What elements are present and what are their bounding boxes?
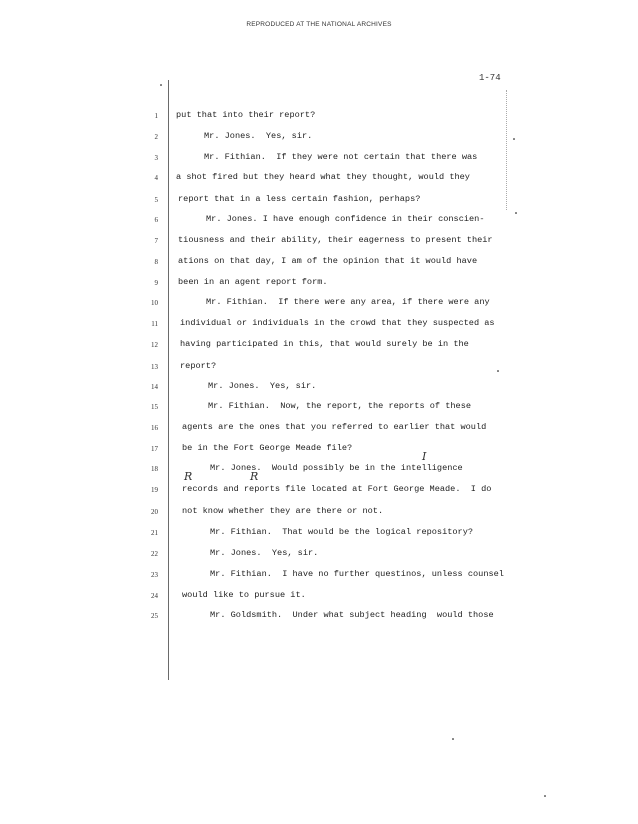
transcript-line [0,443,638,457]
line-text: tiousness and their ability, their eagerness to present their [178,235,493,245]
transcript-line [0,194,638,208]
line-text: report that in a less certain fashion, perhaps? [178,194,421,204]
line-text: put that into their report? [176,110,316,120]
line-number: 15 [151,403,158,411]
transcript-line [0,172,638,186]
scan-speck [544,795,546,797]
scan-speck [452,738,454,740]
line-number: 6 [154,216,158,224]
line-text: Mr. Fithian. If there were any area, if there were any [206,297,490,307]
line-number: 24 [151,592,158,600]
line-text: ations on that day, I am of the opinion that it would have [178,256,478,266]
archive-header: REPRODUCED AT THE NATIONAL ARCHIVES [246,21,392,28]
transcript-line [0,277,638,291]
line-number: 3 [154,154,158,162]
line-number: 10 [151,299,158,307]
scan-speck [497,370,499,372]
line-text: Mr. Jones. Yes, sir. [210,548,319,558]
line-number: 21 [151,529,158,537]
line-number: 23 [151,571,158,579]
transcript-line [0,256,638,270]
line-text: not know whether they are there or not. [182,506,384,516]
transcript-line [0,401,638,415]
transcript-line [0,318,638,332]
transcript-line [0,235,638,249]
transcript-line [0,484,638,498]
line-number: 20 [151,508,158,516]
line-number: 5 [154,196,158,204]
line-text: agents are the ones that you referred to earlier that would [182,422,487,432]
transcript-line [0,527,638,541]
line-number: 1 [154,112,158,120]
right-margin-mark [506,90,507,210]
line-text: individual or individuals in the crowd that they suspected as [180,318,495,328]
line-text: Mr. Jones. I have enough confidence in their conscien- [206,214,485,224]
scan-speck [160,84,162,86]
line-number: 12 [151,341,158,349]
line-number: 16 [151,424,158,432]
line-number: 19 [151,486,158,494]
line-text: been in an agent report form. [178,277,328,287]
line-text: Mr. Jones. Would possibly be in the intelligence [210,463,463,473]
line-text: be in the Fort George Meade file? [182,443,353,453]
line-number: 18 [151,465,158,473]
scan-speck [515,212,517,214]
line-text: Mr. Fithian. That would be the logical repository? [210,527,474,537]
handwritten-mark: I [422,450,427,463]
transcript-line [0,297,638,311]
transcript-line [0,381,638,395]
line-text: Mr. Goldsmith. Under what subject heading would those [210,610,494,620]
line-number: 25 [151,612,158,620]
transcript-line [0,152,638,166]
transcript-line [0,131,638,145]
line-text: records and reports file located at Fort George Meade. I do [182,484,492,494]
transcript-line [0,506,638,520]
page-number: 1-74 [479,73,501,83]
line-text: a shot fired but they heard what they thought, would they [176,172,470,182]
line-number: 11 [151,320,158,328]
transcript-line [0,361,638,375]
line-text: would like to pursue it. [182,590,306,600]
transcript-line [0,610,638,624]
line-text: Mr. Fithian. If they were not certain that there was [204,152,478,162]
transcript-line [0,548,638,562]
line-number: 22 [151,550,158,558]
transcript-line [0,590,638,604]
line-number: 7 [154,237,158,245]
line-text: Mr. Fithian. I have no further questinos, unless counsel [210,569,504,579]
transcript-line [0,214,638,228]
line-number: 4 [154,174,158,182]
line-number: 9 [154,279,158,287]
transcript-line [0,110,638,124]
line-number: 17 [151,445,158,453]
line-number: 2 [154,133,158,141]
scan-speck [513,138,515,140]
transcript-line [0,422,638,436]
line-number: 13 [151,363,158,371]
transcript-line [0,463,638,477]
line-text: Mr. Jones. Yes, sir. [208,381,317,391]
line-number: 14 [151,383,158,391]
line-number: 8 [154,258,158,266]
line-text: having participated in this, that would surely be in the [180,339,469,349]
line-text: Mr. Jones. Yes, sir. [204,131,313,141]
handwritten-mark: R [184,470,193,483]
transcript-line [0,569,638,583]
line-text: Mr. Fithian. Now, the report, the reports of these [208,401,472,411]
handwritten-mark: R [250,470,259,483]
transcript-line [0,339,638,353]
line-text: report? [180,361,217,371]
